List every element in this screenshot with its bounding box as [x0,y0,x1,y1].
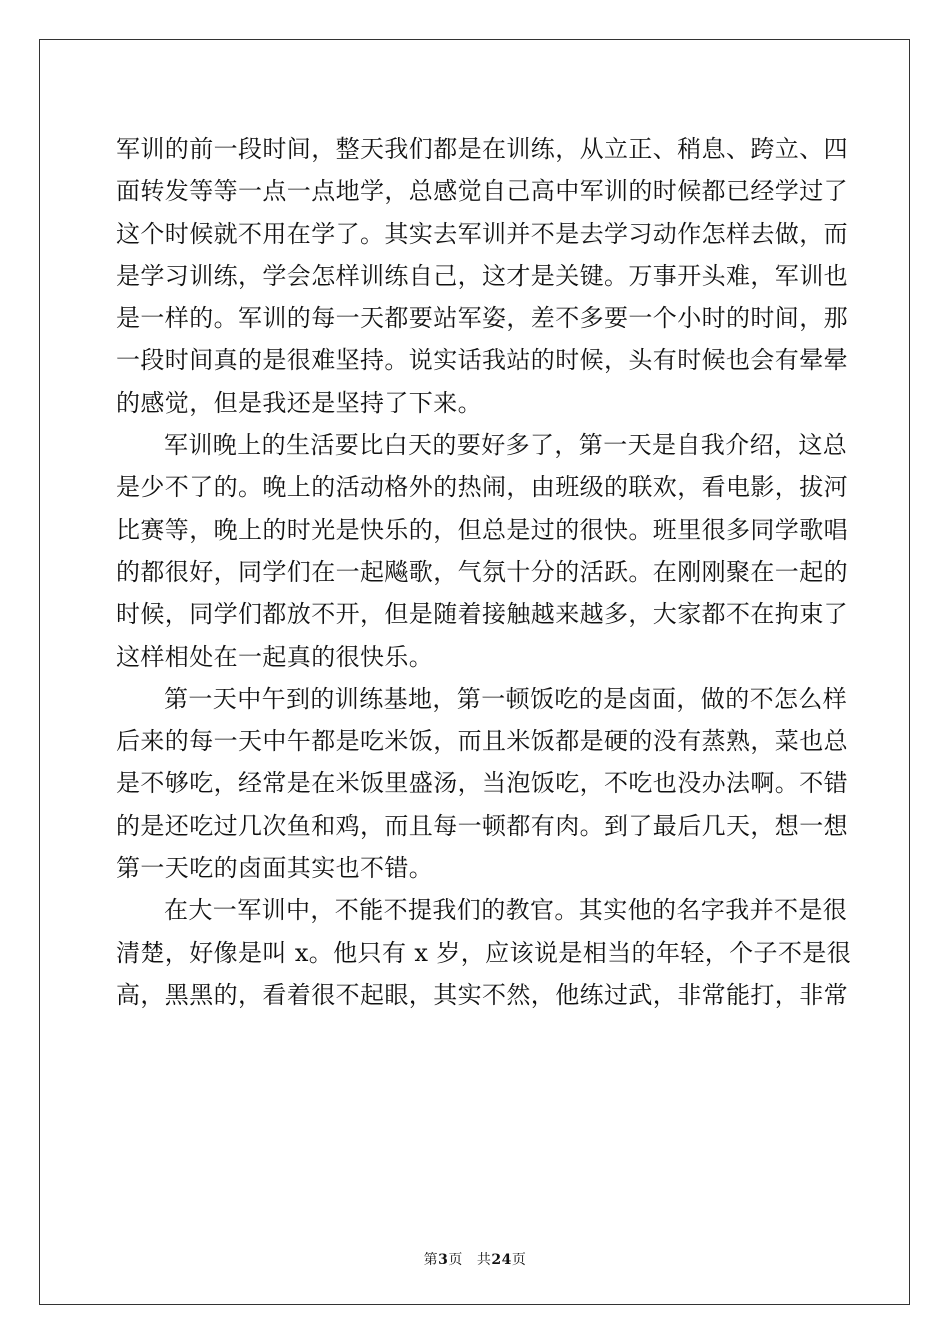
text-line: 这个时候就不用在学了。其实去军训并不是去学习动作怎样去做，而 [116,219,848,248]
text-line: 军训晚上的生活要比白天的要好多了，第一天是自我介绍，这总 [164,431,848,460]
text-line: 的感觉，但是我还是坚持了下来。 [116,388,482,417]
text-line: 在大一军训中，不能不提我们的教官。其实他的名字我并不是很 [164,896,848,925]
document-body [116,128,852,1016]
text-line: 第一天中午到的训练基地，第一顿饭吃的是卤面，做的不怎么样 [164,684,848,713]
paragraph-3 [116,678,848,889]
text-line: 这样相处在一起真的很快乐。 [116,642,434,671]
page-footer [0,1249,950,1269]
text-line: 是一样的。军训的每一天都要站军姿，差不多要一个小时的时间，那 [116,304,848,333]
total-label-prefix: 共 [476,1252,492,1268]
text-line: 是不够吃，经常是在米饭里盛汤，当泡饭吃，不吃也没办法啊。不错 [116,769,848,798]
text-line: 面转发等等一点一点地学，总感觉自己高中军训的时候都已经学过了 [116,177,848,206]
text-line: 军训的前一段时间，整天我们都是在训练，从立正、稍息、跨立、四 [116,135,848,163]
text-line: 的是还吃过几次鱼和鸡，而且每一顿都有肉。到了最后几天，想一想 [116,811,848,840]
text-line: 时候，同学们都放不开，但是随着接触越来越多，大家都不在拘束了 [116,600,848,629]
text-line: 后来的每一天中午都是吃米饭，而且米饭都是硬的没有蒸熟，菜也总 [116,727,848,756]
page-label-prefix: 第 [423,1252,439,1268]
text-line: 第一天吃的卤面其实也不错。 [116,854,434,883]
paragraph-2 [116,424,848,678]
text-line: 的都很好，同学们在一起飚歌，气氛十分的活跃。在刚刚聚在一起的 [116,557,848,586]
total-pages: 24 [491,1252,512,1268]
page-label-suffix: 页 [448,1252,463,1268]
paragraph-1 [116,128,848,424]
total-label-suffix: 页 [511,1252,527,1268]
text-line: 清楚，好像是叫 x。他只有 x 岁，应该说是相当的年轻，个子不是很 [116,938,852,967]
page-number: 3 [438,1252,449,1268]
paragraph-4 [116,889,852,1016]
text-line: 是少不了的。晚上的活动格外的热闹，由班级的联欢，看电影，拔河 [116,473,848,502]
text-line: 是学习训练，学会怎样训练自己，这才是关键。万事开头难，军训也 [116,261,848,290]
text-line: 比赛等，晚上的时光是快乐的，但总是过的很快。班里很多同学歌唱 [116,515,848,544]
text-line: 一段时间真的是很难坚持。说实话我站的时候，头有时候也会有晕晕 [116,346,848,375]
text-line: 高，黑黑的，看着很不起眼，其实不然，他练过武，非常能打，非常 [116,980,848,1009]
